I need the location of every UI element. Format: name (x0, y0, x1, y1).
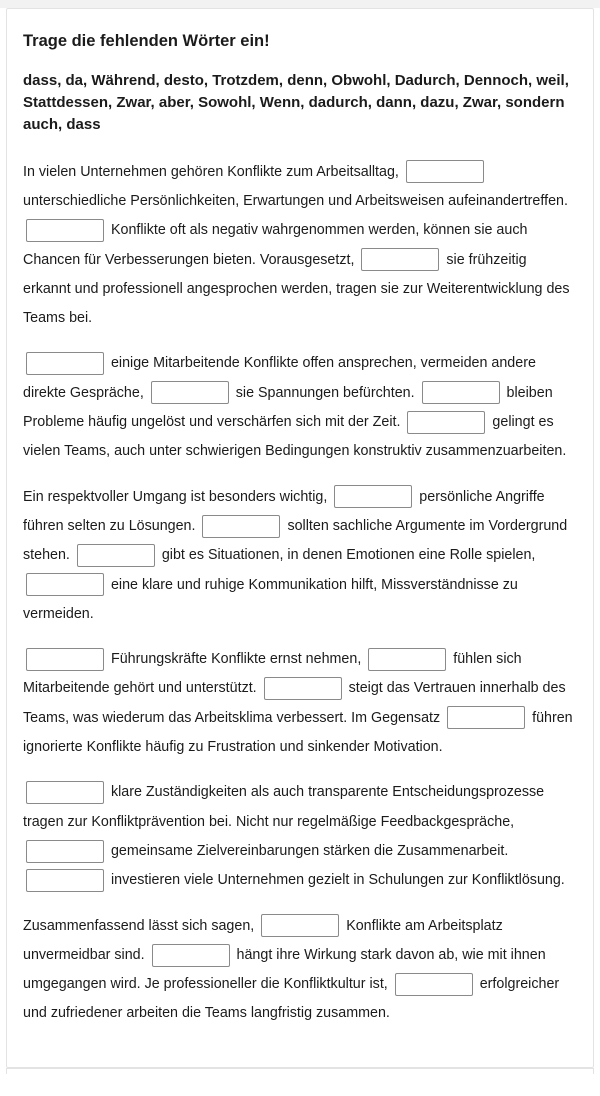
paragraph-text: persönliche Angriffe führen selten zu Lösungen. (23, 488, 545, 534)
exercise-paragraph (23, 912, 577, 1029)
paragraph-text: gemeinsame Zielvereinbarungen stärken die Zusammenarbeit. (107, 842, 509, 859)
paragraph-text: gelingt es vielen Teams, auch unter schwierigen Bedingungen konstruktiv zusammenzuarbeiten. (23, 414, 567, 460)
paragraph-text: In vielen Unternehmen gehören Konflikte zum Arbeitsalltag, (23, 163, 403, 180)
blank-input-p2-4[interactable] (407, 411, 485, 434)
paragraph-text: Ein respektvoller Umgang ist besonders wichtig, (23, 488, 332, 505)
exercise-body (23, 158, 577, 1029)
paragraph-text: sie frühzeitig erkannt und professionell angesprochen werden, tragen sie zur Weiterentwicklung des Teams bei. (23, 251, 570, 327)
blank-input-p5-3[interactable] (26, 869, 104, 892)
page-bottom-edge (6, 1068, 594, 1074)
paragraph-text: Konflikte oft als negativ wahrgenommen werden, können sie auch Chancen für Verbesserungen bieten. Vorausgesetzt, (23, 222, 528, 268)
blank-input-p4-4[interactable] (447, 706, 525, 729)
word-bank: dass, da, Während, desto, Trotzdem, denn, Obwohl, Dadurch, Dennoch, weil, Stattdessen, Zwar, aber, Sowohl, Wenn, dadurch, dann, dazu, Zwar, sondern auch, dass (23, 72, 569, 133)
page-title: Trage die fehlenden Wörter ein! (23, 32, 270, 50)
blank-input-p3-3[interactable] (77, 544, 155, 567)
paragraph-text: unterschiedliche Persönlichkeiten, Erwartungen und Arbeitsweisen aufeinandertreffen. (23, 192, 568, 209)
paragraph-text: fühlen sich Mitarbeitende gehört und unterstützt. (23, 651, 522, 697)
paragraph-text: erfolgreicher und zufriedener arbeiten die Teams langfristig zusammen. (23, 976, 560, 1022)
blank-input-p4-1[interactable] (26, 648, 104, 671)
blank-input-p1-2[interactable] (26, 219, 104, 242)
blank-input-p3-1[interactable] (334, 485, 412, 508)
exercise-paragraph (23, 483, 577, 629)
paragraph-text: gibt es Situationen, in denen Emotionen eine Rolle spielen, (157, 547, 536, 564)
paragraph-text: bleiben Probleme häufig ungelöst und verschärfen sich mit der Zeit. (23, 384, 553, 431)
blank-input-p3-4[interactable] (26, 573, 104, 596)
paragraph-text: klare Zuständigkeiten als auch transparente Entscheidungsprozesse tragen zur Konfliktprävention bei. Nicht nur regelmäßige Feedbackgespräche, (23, 784, 545, 830)
blank-input-p6-3[interactable] (395, 973, 473, 996)
exercise-paragraph (23, 778, 577, 895)
blank-input-p3-2[interactable] (202, 515, 280, 538)
blank-input-p1-1[interactable] (406, 160, 484, 183)
blank-input-p6-1[interactable] (261, 914, 339, 937)
paragraph-text: hängt ihre Wirkung stark davon ab, wie mit ihnen umgegangen wird. Je professioneller die Konfliktkultur ist, (23, 946, 546, 993)
blank-input-p2-2[interactable] (151, 381, 229, 404)
paragraph-text: Konflikte am Arbeitsplatz unvermeidbar sind. (23, 917, 503, 963)
blank-input-p4-2[interactable] (368, 648, 446, 671)
paragraph-text: eine klare und ruhige Kommunikation hilft, Missverständnisse zu vermeiden. (23, 576, 518, 622)
blank-input-p2-1[interactable] (26, 352, 104, 375)
exercise-paragraph (23, 645, 577, 762)
blank-input-p5-1[interactable] (26, 781, 104, 804)
paragraph-text: einige Mitarbeitende Konflikte offen ansprechen, vermeiden andere direkte Gespräche, (23, 355, 536, 401)
worksheet-page (0, 8, 600, 1096)
blank-input-p2-3[interactable] (422, 381, 500, 404)
blank-input-p4-3[interactable] (264, 677, 342, 700)
paragraph-text: sollten sachliche Argumente im Vordergrund stehen. (23, 517, 568, 564)
worksheet-sheet (6, 8, 594, 1068)
paragraph-text: sie Spannungen befürchten. (231, 384, 419, 401)
paragraph-text: Führungskräfte Konflikte ernst nehmen, (107, 651, 366, 668)
paragraph-text: Zusammenfassend lässt sich sagen, (23, 917, 259, 934)
paragraph-text: investieren viele Unternehmen gezielt in Schulungen zur Konfliktlösung. (107, 872, 565, 889)
exercise-paragraph (23, 349, 577, 466)
paragraph-text: führen ignorierte Konflikte häufig zu Frustration und sinkender Motivation. (23, 709, 573, 756)
exercise-paragraph (23, 158, 577, 334)
blank-input-p5-2[interactable] (26, 840, 104, 863)
blank-input-p1-3[interactable] (361, 248, 439, 271)
paragraph-text: steigt das Vertrauen innerhalb des Teams, was wiederum das Arbeitsklima verbessert. Im Gegensatz (23, 680, 566, 726)
blank-input-p6-2[interactable] (152, 944, 230, 967)
